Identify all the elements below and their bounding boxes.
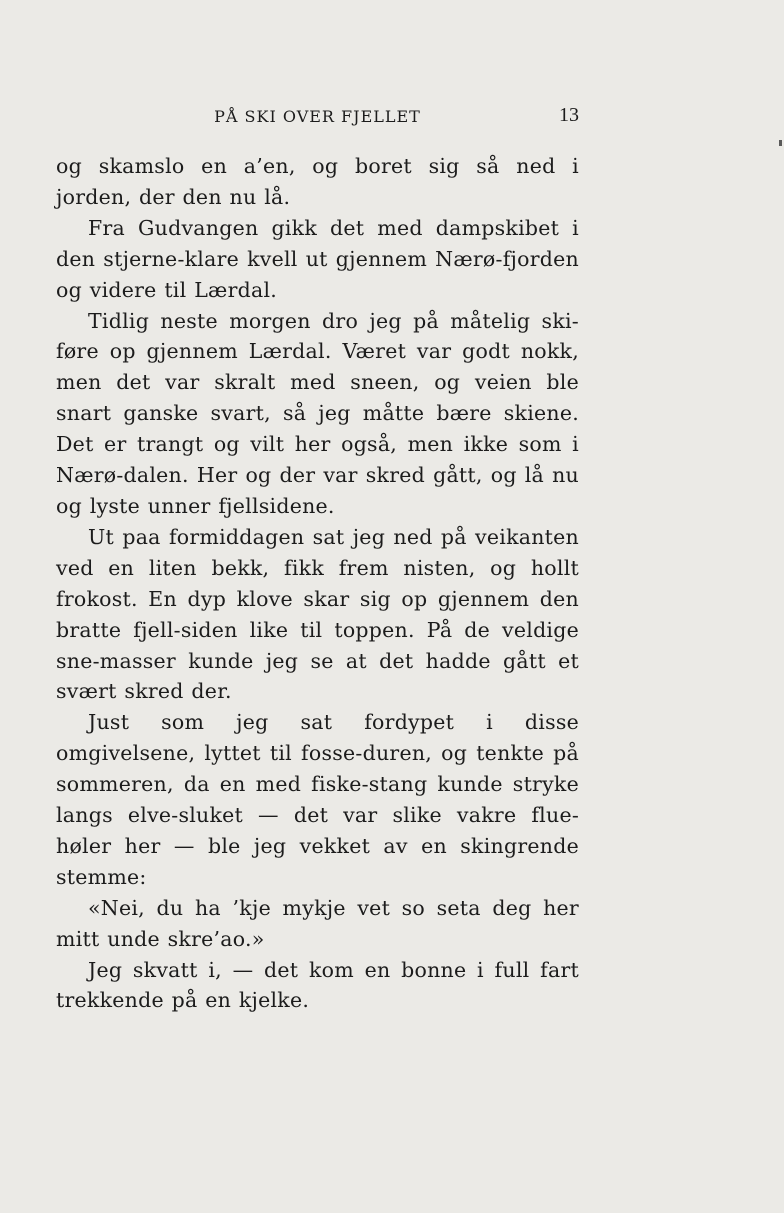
- running-title: PÅ SKI OVER FJELLET: [214, 107, 421, 126]
- paragraph-2: Fra Gudvangen gikk det med dampskibet i den stjerne-klare kvell ut gjennem Nærø-fjorden og videre til Lærdal.: [56, 215, 579, 302]
- paragraph-6: «Nei, du ha ’kje mykje vet so seta deg her mitt unde skre’ao.»: [56, 895, 579, 951]
- running-header: [56, 104, 579, 130]
- page-number: 13: [559, 104, 579, 126]
- paragraph-4: Ut paa formiddagen sat jeg ned på veikanten ved en liten bekk, fikk frem nisten, og hollt frokost. En dyp klove skar sig op gjennem den bratte fjell-siden like til toppen. På de veldige sne-masser kunde jeg se at det hadde gått et svært skred der.: [56, 524, 579, 704]
- paragraph-7: Jeg skvatt i, — det kom en bonne i full fart trekkende på en kjelke.: [56, 957, 579, 1013]
- paragraph-3: Tidlig neste morgen dro jeg på måtelig ski-føre op gjennem Lærdal. Været var godt nokk, men det var skralt med sneen, og veien ble snart ganske svart, så jeg måtte bære skiene. Det er trangt og vilt her også, men ikke som i Nærø-dalen. Her og der var skred gått, og lå nu og lyste unner fjellsidene.: [56, 308, 579, 518]
- paragraph-5: Just som jeg sat fordypet i disse omgivelsene, lyttet til fosse-duren, og tenkte på sommeren, da en med fiske-stang kunde stryke langs elve-sluket — det var slike vakre flue-høler her — ble jeg vekket av en skingrende stemme:: [56, 710, 579, 889]
- body-text: [56, 151, 579, 1016]
- paragraph-1: og skamslo en a’en, og boret sig så ned i jorden, der den nu lå.: [56, 154, 579, 209]
- page-edge-mark: [779, 140, 782, 146]
